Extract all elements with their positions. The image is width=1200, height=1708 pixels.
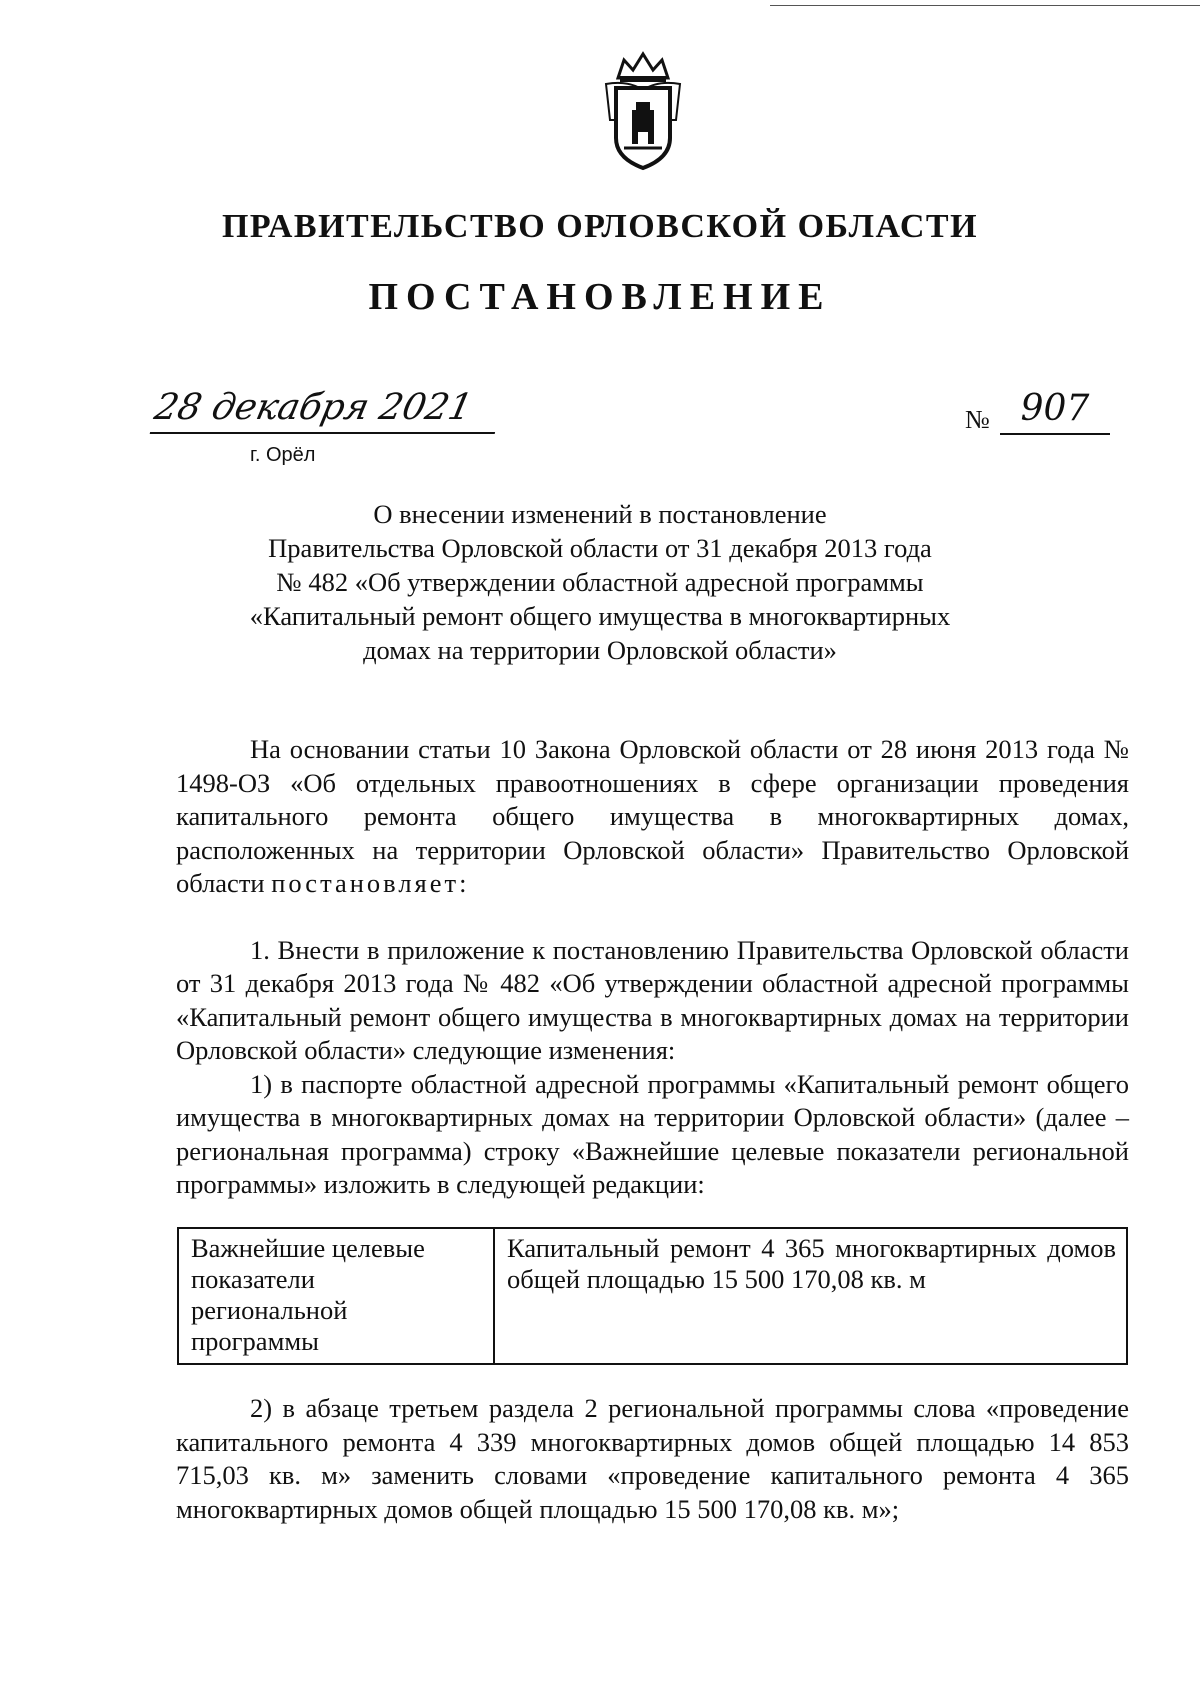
- subject-line: «Капитальный ремонт общего имущества в многоквартирных: [249, 601, 951, 631]
- item-1-2-paragraph: 2) в абзаце третьем раздела 2 региональной программы слова «проведение капитального ремонта 4 339 многоквартирных домов общей площадью 14 853 715,03 кв. м» заменить словами «проведение капитального ремонта 4 365 многоквартирных домов общей площадью 15 500 170,08 кв. м»;: [176, 1393, 1129, 1524]
- coat-of-arms-emblem: [598, 50, 688, 175]
- handwritten-number: 907: [1000, 385, 1110, 435]
- number-label: №: [965, 405, 990, 434]
- document-subject: [200, 497, 1000, 667]
- top-edge-line: [770, 5, 1200, 6]
- document-body: [176, 733, 1129, 1202]
- label-line: Важнейшие целевые: [191, 1233, 425, 1263]
- item-1-1-paragraph: 1) в паспорте областной адресной программы «Капитальный ремонт общего имущества в многоквартирных домах на территории Орловской области» (далее – региональная программа) строку «Важнейшие целевые показатели региональной программы» изложить в следующей редакции:: [176, 1068, 1129, 1199]
- handwritten-date: 28 декабря 2021: [150, 384, 506, 434]
- subject-line: № 482 «Об утверждении областной адресной программы: [276, 567, 924, 597]
- preamble-text: На основании статьи 10 Закона Орловской области от 28 июня 2013 года № 1498-ОЗ «Об отдельных правоотношениях в сфере организации проведения капитального ремонта общего имущества в многоквартирных домах, расположенных на территории Орловской области» Правительство Орловской области: [176, 734, 1129, 898]
- preamble-paragraph: [176, 733, 1129, 901]
- label-line: региональной: [191, 1295, 348, 1325]
- preamble-verb: постановляет:: [271, 868, 470, 898]
- document-body-continued: [176, 1392, 1129, 1526]
- table-row: [178, 1228, 1127, 1364]
- city-label: г. Орёл: [250, 444, 316, 466]
- label-line: показатели: [191, 1264, 315, 1294]
- subject-line: Правительства Орловской области от 31 декабря 2013 года: [268, 533, 932, 563]
- targets-value-cell: Капитальный ремонт 4 365 многоквартирных домов общей площадью 15 500 170,08 кв. м: [494, 1228, 1127, 1364]
- subject-line: домах на территории Орловской области»: [363, 635, 837, 665]
- organization-title: ПРАВИТЕЛЬСТВО ОРЛОВСКОЙ ОБЛАСТИ: [221, 208, 979, 245]
- item-1-paragraph: 1. Внести в приложение к постановлению Правительства Орловской области от 31 декабря 2013 года № 482 «Об утверждении областной адресной программы «Капитальный ремонт общего имущества в многоквартирных домах на территории Орловской области» следующие изменения:: [176, 934, 1129, 1065]
- targets-label-cell: [178, 1228, 494, 1364]
- targets-table: [177, 1227, 1128, 1365]
- subject-line: О внесении изменений в постановление: [373, 499, 827, 529]
- document-type-title: ПОСТАНОВЛЕНИЕ: [368, 276, 832, 318]
- label-line: программы: [191, 1326, 319, 1356]
